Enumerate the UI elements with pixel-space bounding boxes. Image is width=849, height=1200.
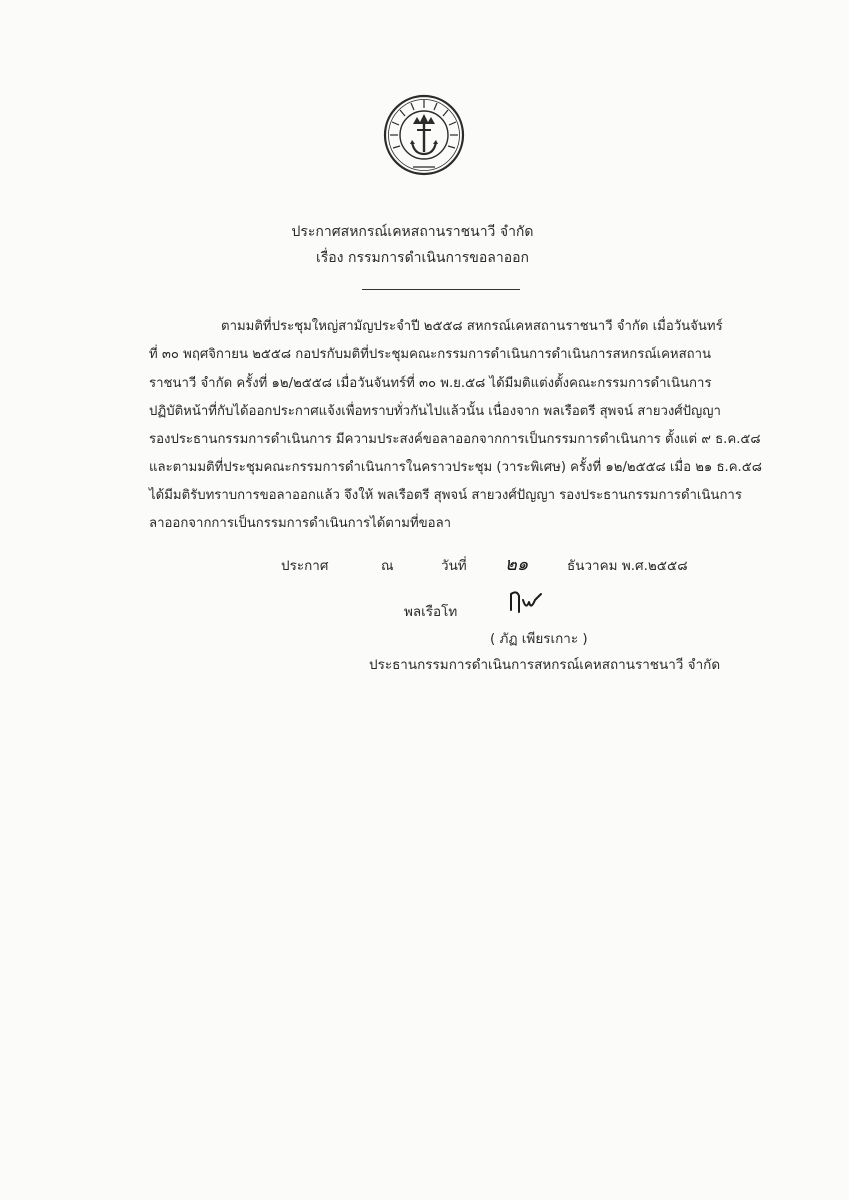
month-year: ธันวาคม พ.ศ.๒๕๕๘	[567, 558, 688, 574]
announce-label: ประกาศ	[281, 558, 329, 574]
signer-rank: พลเรือโท	[404, 604, 458, 620]
signer-position: ประธานกรรมการดำเนินการสหกรณ์เคหสถานราชนาวี จำกัด	[369, 657, 721, 673]
body-line: ลาออกจากการเป็นกรรมการดำเนินการได้ตามที่ขอลา	[149, 516, 452, 531]
body-line: ราชนาวี จำกัด ครั้งที่ ๑๒/๒๕๕๘ เมื่อวันจันทร์ที่ ๓๐ พ.ย.๕๘ ได้มีมติแต่งตั้งคณะกรรมการดำเนินการ	[149, 376, 712, 391]
body-line: และตามมติที่ประชุมคณะกรรมการดำเนินการในคราวประชุม (วาระพิเศษ) ครั้งที่ ๑๒/๒๕๕๘ เมื่อ ๒๑ ธ.ค.๕๘	[149, 460, 762, 475]
body-line: รองประธานกรรมการดำเนินการ มีความประสงค์ขอลาออกจากการเป็นกรรมการดำเนินการ ตั้งแต่ ๙ ธ.ค.๕๘	[149, 432, 761, 447]
body-line: ตามมติที่ประชุมใหญ่สามัญประจำปี ๒๕๕๘ สหกรณ์เคหสถานราชนาวี จำกัด เมื่อวันจันทร์	[221, 319, 723, 334]
day-value: ๒๑	[505, 554, 529, 575]
handwritten-signature-icon	[505, 588, 547, 618]
body-line: ปฏิบัติหน้าที่กับได้ออกประกาศแจ้งเพื่อทราบทั่วกันไปแล้วนั้น เนื่องจาก พลเรือตรี สุพจน์ สายวงศ์ปัญญา	[149, 404, 721, 419]
divider	[362, 289, 520, 290]
day-label: วันที่	[441, 558, 467, 574]
announce-at: ณ	[381, 558, 394, 574]
body-line: ที่ ๓๐ พฤศจิกายน ๒๕๕๘ กอปรกับมติที่ประชุมคณะกรรมการดำเนินการดำเนินการสหกรณ์เคหสถาน	[149, 347, 712, 362]
announcement-subject: เรื่อง กรรมการดำเนินการขอลาออก	[315, 250, 530, 266]
announcement-title: ประกาศสหกรณ์เคหสถานราชนาวี จำกัด	[291, 224, 534, 240]
cooperative-seal-icon	[383, 94, 465, 176]
signer-name: ( ภัฏ เพียรเกาะ )	[490, 631, 588, 647]
body-line: ได้มีมติรับทราบการขอลาออกแล้ว จึงให้ พลเรือตรี สุพจน์ สายวงศ์ปัญญา รองประธานกรรมการดำเนินการ	[149, 488, 742, 503]
